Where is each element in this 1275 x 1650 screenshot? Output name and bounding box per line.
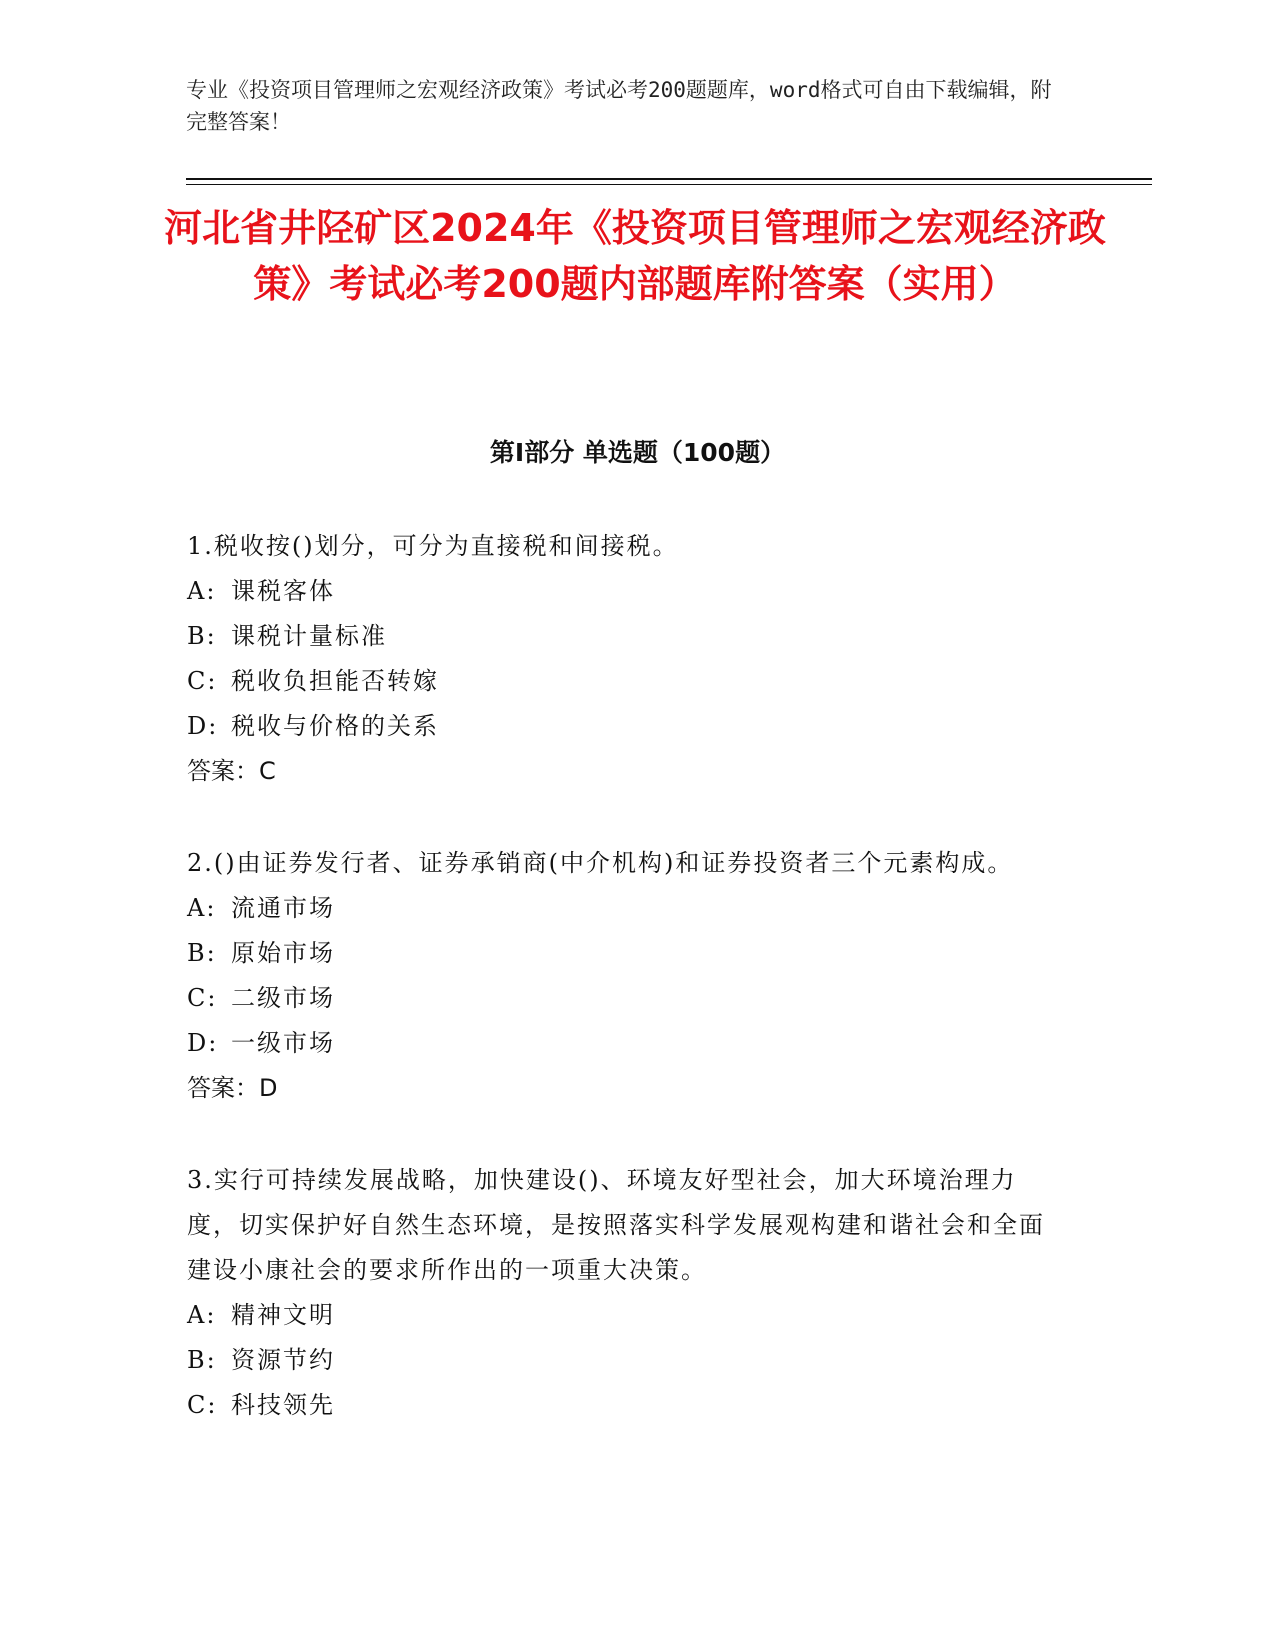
option-text: 精神文明	[231, 1301, 335, 1329]
option-letter: A:	[187, 577, 217, 605]
option-c	[187, 976, 1067, 1021]
question-3	[187, 1158, 1067, 1428]
option-d	[187, 704, 1067, 749]
option-text: 课税计量标准	[231, 622, 387, 650]
option-text: 一级市场	[231, 1029, 335, 1057]
option-letter: A:	[187, 894, 217, 922]
option-text: 原始市场	[231, 939, 335, 967]
option-text: 税收与价格的关系	[231, 712, 439, 740]
option-letter: B:	[187, 1346, 217, 1374]
option-letter: A:	[187, 1301, 217, 1329]
question-list	[187, 524, 1067, 1428]
option-b	[187, 1338, 1067, 1383]
option-letter: D:	[187, 712, 219, 740]
option-letter: B:	[187, 939, 217, 967]
option-letter: C:	[187, 667, 218, 695]
question-stem: 1.税收按()划分，可分为直接税和间接税。	[187, 532, 679, 560]
answer-line: 答案：C	[187, 757, 276, 785]
option-text: 科技领先	[231, 1391, 335, 1419]
option-text: 课税客体	[231, 577, 335, 605]
option-a	[187, 569, 1067, 614]
header-rule-thick	[186, 178, 1152, 180]
question-2	[187, 841, 1067, 1111]
answer-line: 答案：D	[187, 1074, 278, 1102]
option-b	[187, 931, 1067, 976]
option-text: 资源节约	[231, 1346, 335, 1374]
header-note: 专业《投资项目管理师之宏观经济政策》考试必考200题题库，word格式可自由下载编辑，附完整答案！	[186, 78, 1052, 134]
option-letter: B:	[187, 622, 217, 650]
option-d	[187, 1021, 1067, 1066]
option-letter: C:	[187, 984, 218, 1012]
question-1	[187, 524, 1067, 794]
option-letter: D:	[187, 1029, 219, 1057]
option-c	[187, 1383, 1067, 1428]
option-a	[187, 886, 1067, 931]
option-b	[187, 614, 1067, 659]
option-a	[187, 1293, 1067, 1338]
option-text: 税收负担能否转嫁	[231, 667, 439, 695]
document-title: 河北省井陉矿区2024年《投资项目管理师之宏观经济政策》考试必考200题内部题库附答案（实用）	[164, 206, 1106, 306]
question-stem: 3.实行可持续发展战略，加快建设()、环境友好型社会，加大环境治理力度，切实保护好自然生态环境，是按照落实科学发展观构建和谐社会和全面建设小康社会的要求所作出的一项重大决策。	[187, 1166, 1045, 1284]
option-c	[187, 659, 1067, 704]
option-text: 二级市场	[231, 984, 335, 1012]
option-letter: C:	[187, 1391, 218, 1419]
section-title: 第Ⅰ部分 单选题（100题）	[489, 438, 786, 467]
question-stem: 2.()由证券发行者、证券承销商(中介机构)和证券投资者三个元素构成。	[187, 849, 1014, 877]
option-text: 流通市场	[231, 894, 335, 922]
header-rule-thin	[186, 184, 1152, 185]
